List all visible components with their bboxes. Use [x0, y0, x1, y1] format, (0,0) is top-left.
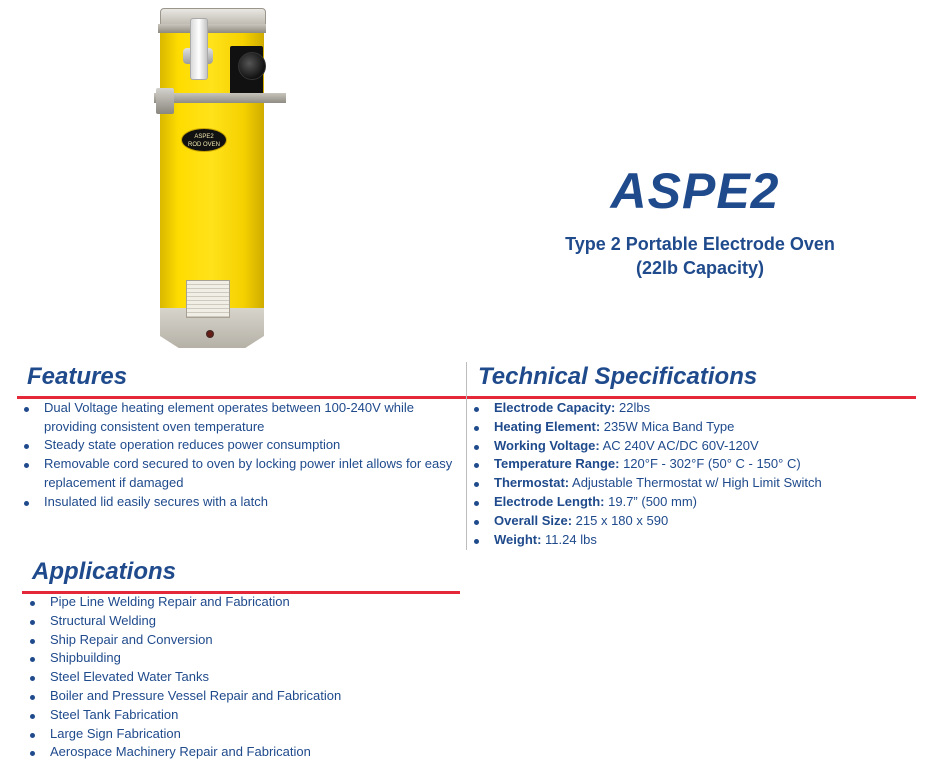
list-item: Dual Voltage heating element operates between 100-240V while providing consistent oven temperature — [18, 399, 458, 436]
spec-label: Electrode Capacity: — [494, 400, 616, 415]
list-item: Structural Welding — [24, 612, 454, 631]
spec-value: 235W Mica Band Type — [600, 418, 735, 434]
spec-value: Adjustable Thermostat w/ High Limit Switch — [569, 475, 822, 491]
product-subtitle — [520, 232, 880, 280]
spec-value: 11.24 lbs — [541, 531, 597, 547]
applications-heading: Applications — [32, 558, 177, 585]
specs-list — [468, 399, 928, 549]
rack-clamp — [156, 88, 174, 114]
list-item: Aerospace Machinery Repair and Fabrication — [24, 743, 454, 762]
badge-line-1: ASPE2 — [194, 134, 214, 140]
subtitle-line-2: (22lb Capacity) — [635, 258, 765, 278]
spec-value: 22lbs — [615, 400, 651, 415]
spec-label: Heating Element: — [494, 418, 601, 434]
list-item: Steel Tank Fabrication — [24, 706, 454, 725]
spec-item — [468, 493, 928, 512]
spec-item — [468, 455, 928, 474]
list-item: Steel Elevated Water Tanks — [24, 668, 454, 687]
spec-label: Overall Size: — [494, 512, 573, 528]
oven-lid-rim — [158, 24, 266, 33]
list-item: Steady state operation reduces power consumption — [18, 436, 458, 455]
spec-item — [468, 512, 928, 531]
spec-label: Thermostat: — [494, 475, 570, 491]
specs-heading: Technical Specifications — [478, 363, 758, 390]
badge-line-2: ROD OVEN — [187, 142, 220, 148]
column-divider — [466, 362, 467, 550]
spec-label-plate — [186, 280, 230, 318]
thermostat-knob-icon — [238, 52, 266, 80]
spec-value: 120°F - 302°F (50° C - 150° C) — [619, 456, 801, 472]
spec-value: AC 240V AC/DC 60V-120V — [599, 437, 759, 453]
list-item: Ship Repair and Conversion — [24, 631, 454, 650]
list-item: Large Sign Fabrication — [24, 725, 454, 744]
list-item: Pipe Line Welding Repair and Fabrication — [24, 593, 454, 612]
list-item: Boiler and Pressure Vessel Repair and Fabrication — [24, 687, 454, 706]
spec-value: 215 x 180 x 590 — [572, 512, 669, 528]
subtitle-line-1: Type 2 Portable Electrode Oven — [565, 234, 835, 254]
spec-item — [468, 437, 928, 456]
features-heading: Features — [27, 363, 128, 390]
product-image — [150, 8, 290, 350]
power-inlet-icon — [206, 330, 214, 338]
spec-label: Temperature Range: — [494, 456, 620, 472]
latch-icon — [190, 18, 208, 80]
list-item: Insulated lid easily secures with a latch — [18, 493, 458, 512]
spec-label: Working Voltage: — [494, 437, 600, 453]
spec-item — [468, 418, 928, 437]
spec-item — [468, 531, 928, 550]
product-model-title: ASPE2 — [610, 163, 780, 219]
spec-item — [468, 474, 928, 493]
spec-item — [468, 399, 928, 418]
spec-value: 19.7” (500 mm) — [604, 493, 697, 509]
features-list — [18, 399, 458, 511]
spec-label: Weight: — [494, 531, 542, 547]
applications-list — [24, 593, 454, 762]
spec-label: Electrode Length: — [494, 493, 605, 509]
rod-oven-badge — [181, 128, 227, 152]
list-item: Removable cord secured to oven by locking power inlet allows for easy replacement if damaged — [18, 455, 458, 492]
list-item: Shipbuilding — [24, 649, 454, 668]
